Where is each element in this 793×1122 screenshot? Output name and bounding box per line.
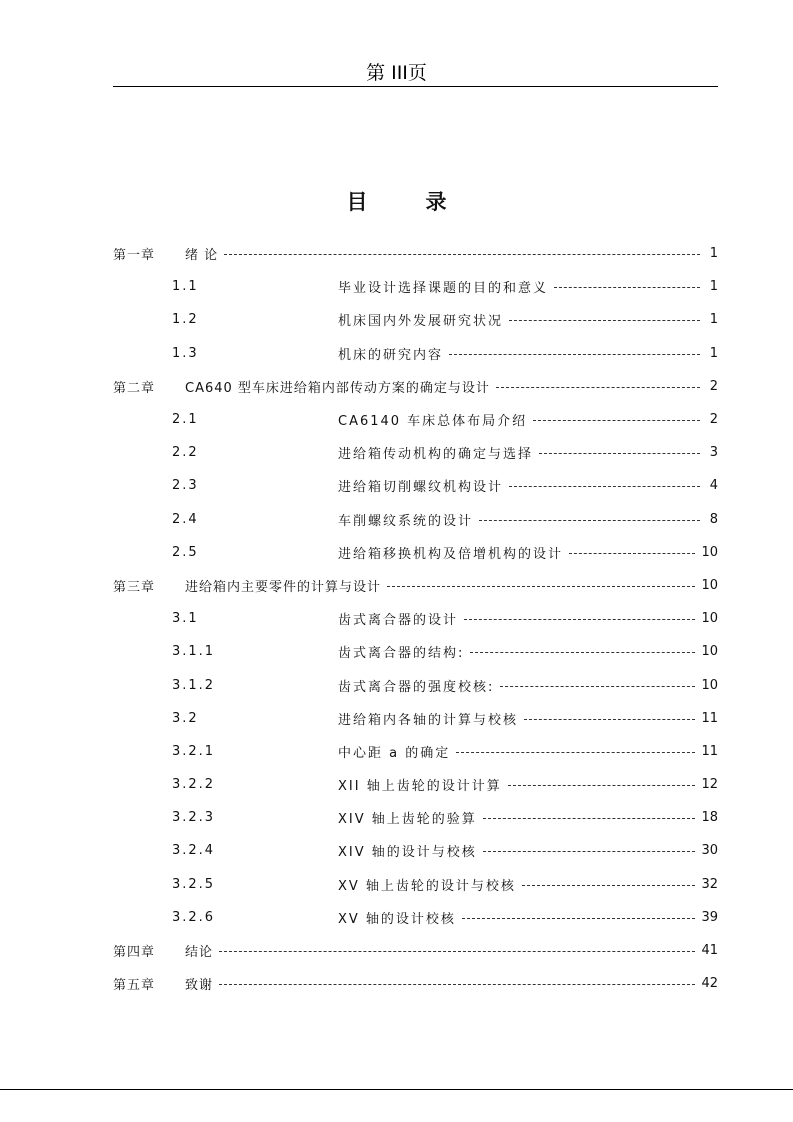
toc-entry-number: 1.2 — [172, 312, 199, 328]
toc-section-row — [113, 436, 718, 469]
toc-entry-number: 2.2 — [172, 445, 199, 461]
toc-entry-number: 2.3 — [172, 478, 199, 494]
toc-entry-number: 3.2.2 — [172, 777, 216, 793]
toc-entry-page: 11 — [701, 710, 718, 726]
toc-entry-title: 进给箱传动机构的确定与选择 — [338, 447, 534, 463]
toc-entry-number: 3.2.1 — [172, 743, 216, 759]
toc-leader-dots — [496, 387, 700, 388]
toc-entry-title: 绪 论 — [185, 248, 219, 264]
toc-section-row — [113, 768, 718, 801]
toc-entry-page: 1 — [709, 279, 718, 295]
toc-entry-page: 2 — [709, 412, 718, 428]
toc-chapter-row — [113, 967, 718, 1000]
footer-rule — [0, 1089, 793, 1090]
toc-entry-title: 致谢 — [185, 978, 214, 994]
toc-section-row — [113, 270, 718, 303]
toc-entry-number: 第二章 — [113, 380, 156, 396]
toc-leader-dots — [509, 486, 700, 487]
toc-leader-dots — [524, 719, 695, 720]
page-header-title: 第 III页 — [366, 62, 427, 84]
toc-chapter-row — [113, 370, 718, 403]
toc-section-row — [113, 735, 718, 768]
toc-section-row — [113, 901, 718, 934]
toc-entry-number: 3.1.2 — [172, 677, 216, 693]
toc-section-row — [113, 469, 718, 502]
toc-entry-number: 3.2.5 — [172, 876, 216, 892]
toc-entry-number: 1.3 — [172, 345, 199, 361]
toc-entry-page: 42 — [701, 976, 718, 992]
toc-entry-number: 第三章 — [113, 579, 156, 595]
toc-section-row — [113, 337, 718, 370]
toc-leader-dots — [387, 586, 695, 587]
toc-leader-dots — [479, 520, 700, 521]
toc-entry-page: 4 — [709, 478, 718, 494]
toc-entry-page: 1 — [709, 345, 718, 361]
toc-entry-title: XII 轴上齿轮的设计计算 — [338, 779, 502, 795]
toc-chapter-row — [113, 569, 718, 602]
toc-entry-number: 3.2.3 — [172, 810, 216, 826]
toc-entry-number: 2.1 — [172, 412, 199, 428]
toc-entry-title: 机床国内外发展研究状况 — [338, 314, 504, 330]
toc-leader-dots — [483, 818, 696, 819]
toc-section-row — [113, 868, 718, 901]
toc-leader-dots — [224, 254, 700, 255]
toc-entry-page: 10 — [701, 544, 718, 560]
header-rule — [113, 86, 718, 87]
toc-entry-page: 30 — [701, 843, 718, 859]
toc-leader-dots — [449, 354, 700, 355]
toc-section-row — [113, 834, 718, 867]
toc-entry-title: 进给箱内主要零件的计算与设计 — [185, 579, 382, 595]
toc-entry-title: 毕业设计选择课题的目的和意义 — [338, 281, 549, 297]
toc-title: 目录 — [346, 190, 505, 214]
table-of-contents — [113, 237, 718, 1000]
toc-leader-dots — [219, 984, 695, 985]
toc-entry-page: 39 — [701, 909, 718, 925]
toc-entry-number: 2.5 — [172, 544, 199, 560]
toc-leader-dots — [470, 652, 695, 653]
toc-leader-dots — [462, 918, 696, 919]
toc-section-row — [113, 702, 718, 735]
toc-leader-dots — [522, 885, 696, 886]
toc-section-row — [113, 635, 718, 668]
toc-entry-title: CA640 型车床进给箱内部传动方案的确定与设计 — [185, 380, 490, 396]
toc-entry-page: 11 — [701, 743, 718, 759]
toc-entry-page: 2 — [709, 378, 718, 394]
toc-entry-page: 18 — [701, 810, 718, 826]
toc-entry-number: 第四章 — [113, 945, 156, 961]
toc-leader-dots — [569, 553, 695, 554]
toc-entry-page: 10 — [701, 677, 718, 693]
toc-entry-page: 10 — [701, 577, 718, 593]
toc-entry-title: 齿式离合器的强度校核: — [338, 679, 495, 695]
toc-entry-title: 进给箱切削螺纹机构设计 — [338, 480, 504, 496]
toc-entry-title: 结论 — [185, 945, 214, 961]
toc-section-row — [113, 602, 718, 635]
toc-entry-page: 32 — [701, 876, 718, 892]
toc-leader-dots — [533, 420, 700, 421]
toc-leader-dots — [483, 851, 696, 852]
toc-entry-page: 10 — [701, 611, 718, 627]
toc-section-row — [113, 668, 718, 701]
toc-entry-title: XV 轴的设计校核 — [338, 911, 456, 927]
toc-entry-number: 3.2.4 — [172, 843, 216, 859]
toc-entry-number: 1.1 — [172, 279, 199, 295]
toc-entry-title: 机床的研究内容 — [338, 347, 444, 363]
toc-entry-title: CA6140 车床总体布局介绍 — [338, 414, 528, 430]
toc-entry-page: 10 — [701, 644, 718, 660]
toc-leader-dots — [509, 320, 700, 321]
toc-entry-title: XV 轴上齿轮的设计与校核 — [338, 878, 516, 894]
toc-entry-title: 进给箱移换机构及倍增机构的设计 — [338, 546, 564, 562]
toc-leader-dots — [500, 686, 695, 687]
toc-entry-title: 齿式离合器的结构: — [338, 646, 465, 662]
toc-entry-number: 第五章 — [113, 978, 156, 994]
toc-entry-page: 1 — [709, 312, 718, 328]
toc-entry-page: 12 — [701, 777, 718, 793]
toc-entry-title: 车削螺纹系统的设计 — [338, 513, 474, 529]
toc-entry-page: 1 — [709, 246, 718, 262]
toc-entry-number: 3.2 — [172, 710, 199, 726]
toc-section-row — [113, 503, 718, 536]
toc-entry-page: 41 — [701, 943, 718, 959]
toc-entry-number: 3.1 — [172, 611, 199, 627]
toc-entry-title: XIV 轴的设计与校核 — [338, 845, 477, 861]
toc-chapter-row — [113, 237, 718, 270]
toc-leader-dots — [456, 752, 695, 753]
toc-entry-number: 3.1.1 — [172, 644, 216, 660]
toc-entry-page: 8 — [709, 511, 718, 527]
toc-entry-title: XIV 轴上齿轮的验算 — [338, 812, 477, 828]
toc-leader-dots — [539, 453, 700, 454]
toc-entry-number: 2.4 — [172, 511, 199, 527]
toc-entry-title: 中心距 a 的确定 — [338, 745, 451, 761]
toc-section-row — [113, 403, 718, 436]
toc-entry-title: 齿式离合器的设计 — [338, 613, 459, 629]
toc-leader-dots — [554, 287, 700, 288]
toc-section-row — [113, 801, 718, 834]
toc-entry-page: 3 — [709, 445, 718, 461]
toc-entry-number: 第一章 — [113, 248, 156, 264]
toc-leader-dots — [508, 785, 696, 786]
toc-section-row — [113, 536, 718, 569]
toc-leader-dots — [464, 619, 695, 620]
toc-leader-dots — [219, 951, 695, 952]
toc-entry-title: 进给箱内各轴的计算与校核 — [338, 712, 519, 728]
toc-section-row — [113, 303, 718, 336]
toc-chapter-row — [113, 934, 718, 967]
toc-entry-number: 3.2.6 — [172, 909, 216, 925]
